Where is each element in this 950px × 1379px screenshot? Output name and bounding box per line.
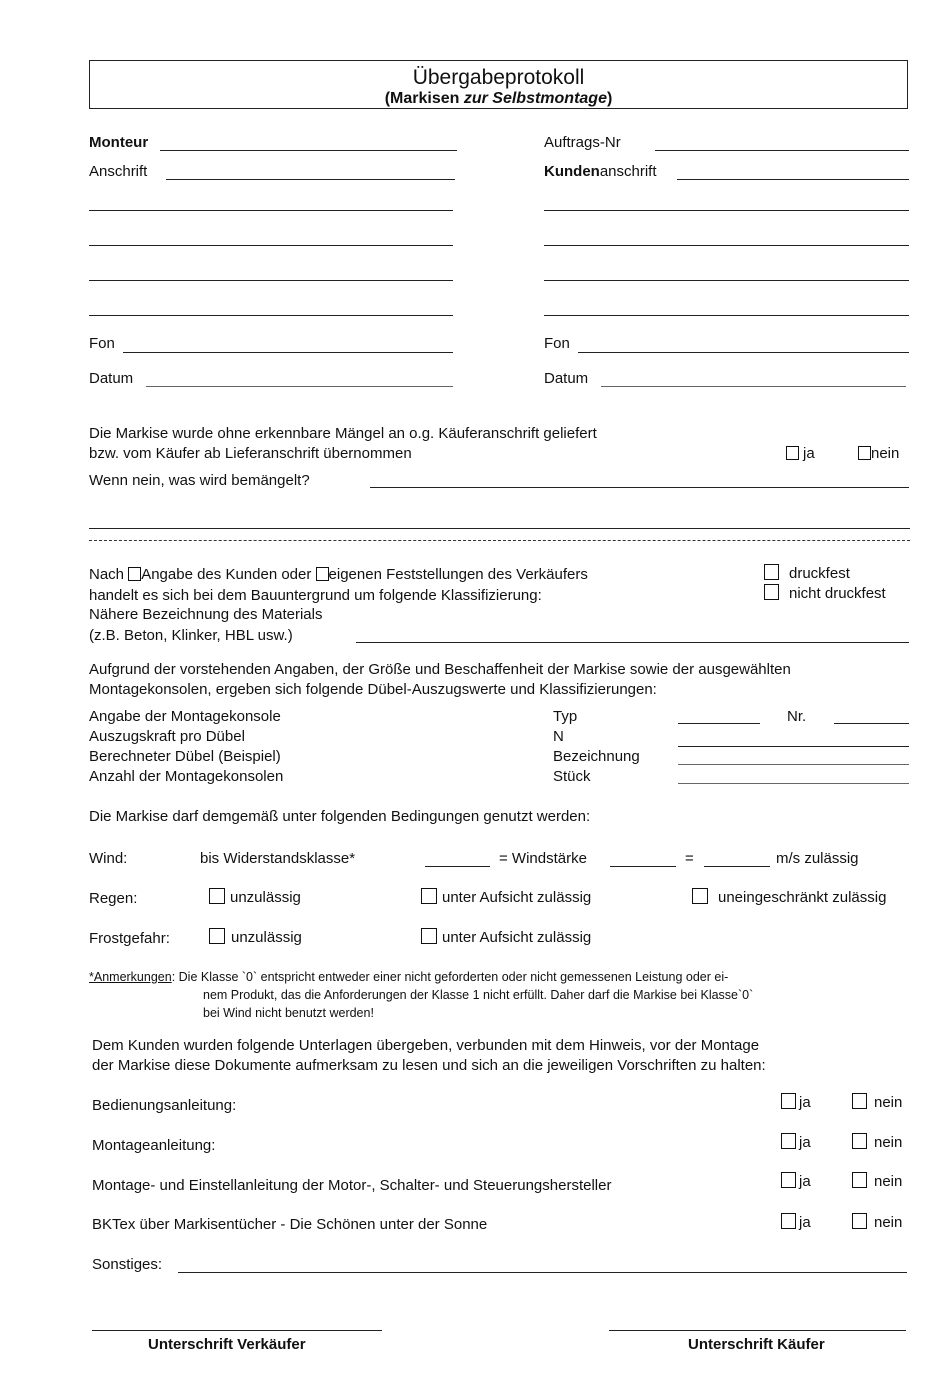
nr-label: Nr. bbox=[787, 708, 807, 725]
doc-3-ja[interactable]: ja bbox=[781, 1213, 811, 1232]
datum-label-left: Datum bbox=[89, 370, 134, 387]
delivery-text-2: bzw. vom Käufer ab Lieferanschrift übernommen bbox=[89, 445, 412, 462]
field-bezeichnung-label: Bezeichnung bbox=[553, 748, 640, 765]
nr-field[interactable] bbox=[834, 723, 909, 724]
defect-question: Wenn nein, was wird bemängelt? bbox=[89, 472, 310, 489]
datum-field-left[interactable] bbox=[146, 386, 453, 387]
doc-1-ja[interactable]: ja bbox=[781, 1133, 811, 1152]
doc-item-0: Bedienungsanleitung: bbox=[92, 1097, 237, 1114]
checkbox-icon[interactable] bbox=[209, 928, 225, 944]
anschrift-line-4[interactable] bbox=[89, 280, 453, 281]
nicht-druckfest-option[interactable]: nicht druckfest bbox=[764, 584, 886, 603]
checkbox-icon[interactable] bbox=[781, 1213, 796, 1229]
kundenanschrift-line-4[interactable] bbox=[544, 280, 909, 281]
datum-field-right[interactable] bbox=[601, 386, 906, 387]
regen-unzulaessig[interactable]: unzulässig bbox=[209, 888, 301, 907]
wind-class-label: bis Widerstandsklasse* bbox=[200, 850, 356, 867]
doc-0-ja[interactable]: ja bbox=[781, 1093, 811, 1112]
kundenanschrift-line-2[interactable] bbox=[544, 210, 909, 211]
fon-label-right: Fon bbox=[544, 335, 570, 352]
anschrift-field[interactable] bbox=[166, 179, 455, 180]
conditions-intro: Die Markise darf demgemäß unter folgenden Bedingungen genutzt werden: bbox=[89, 808, 591, 825]
buyer-signature-label: Unterschrift Käufer bbox=[688, 1336, 825, 1353]
title-box bbox=[89, 60, 908, 109]
note-line-2: nem Produkt, das die Anforderungen der Klasse 1 nicht erfüllt. Daher darf die Markise bei Klasse`0` bbox=[203, 988, 754, 1002]
checkbox-icon[interactable] bbox=[786, 446, 799, 460]
ground-line-2: handelt es sich bei dem Bauuntergrund um folgende Klassifizierung: bbox=[89, 587, 542, 604]
field-typ-label: Typ bbox=[553, 708, 578, 725]
checkbox-icon[interactable] bbox=[316, 567, 329, 581]
ground-line-3: Nähere Bezeichnung des Materials bbox=[89, 606, 323, 623]
note-line-1: *Anmerkungen: Die Klasse `0` entspricht entweder einer nicht geforderten oder nicht gemessenen Leistung oder ei- bbox=[89, 970, 729, 984]
anschrift-label: Anschrift bbox=[89, 163, 148, 180]
stueck-field[interactable] bbox=[678, 783, 909, 784]
datum-label-right: Datum bbox=[544, 370, 589, 387]
doc-3-nein[interactable]: nein bbox=[852, 1213, 902, 1232]
windstaerke-field[interactable] bbox=[610, 866, 676, 867]
checkbox-icon[interactable] bbox=[781, 1133, 796, 1149]
kundenanschrift-label: Kundenanschrift bbox=[544, 163, 657, 180]
dowel-label-2: Berechneter Dübel (Beispiel) bbox=[89, 748, 281, 765]
doc-0-nein[interactable]: nein bbox=[852, 1093, 902, 1112]
n-field[interactable] bbox=[678, 746, 909, 747]
frost-aufsicht[interactable]: unter Aufsicht zulässig bbox=[421, 928, 591, 947]
note-line-3: bei Wind nicht benutzt werden! bbox=[203, 1006, 374, 1020]
seller-signature-label: Unterschrift Verkäufer bbox=[148, 1336, 306, 1353]
doc-item-2: Montage- und Einstellanleitung der Motor-, Schalter- und Steuerungshersteller bbox=[92, 1177, 612, 1194]
checkbox-icon[interactable] bbox=[858, 446, 871, 460]
doc-item-1: Montageanleitung: bbox=[92, 1137, 216, 1154]
monteur-label: Monteur bbox=[89, 134, 149, 151]
dashed-separator bbox=[89, 540, 910, 541]
auftrag-label: Auftrags-Nr bbox=[544, 134, 621, 151]
checkbox-icon[interactable] bbox=[852, 1133, 867, 1149]
kundenanschrift-line-5[interactable] bbox=[544, 315, 909, 316]
druckfest-option[interactable]: druckfest bbox=[764, 564, 850, 583]
sonstiges-label: Sonstiges: bbox=[92, 1256, 163, 1273]
checkbox-icon[interactable] bbox=[209, 888, 225, 904]
kundenanschrift-line-3[interactable] bbox=[544, 245, 909, 246]
dowel-label-3: Anzahl der Montagekonsolen bbox=[89, 768, 284, 785]
typ-field[interactable] bbox=[678, 723, 760, 724]
delivery-ja[interactable]: ja bbox=[786, 445, 815, 463]
regen-uneingeschraenkt[interactable]: uneingeschränkt zulässig bbox=[692, 888, 886, 907]
basis-line-1: Aufgrund der vorstehenden Angaben, der Größe und Beschaffenheit der Markise sowie der ausgewählten bbox=[89, 661, 791, 678]
bezeichnung-field[interactable] bbox=[678, 764, 909, 765]
sonstiges-field[interactable] bbox=[178, 1272, 907, 1273]
checkbox-icon[interactable] bbox=[781, 1093, 796, 1109]
wind-class-field[interactable] bbox=[425, 866, 490, 867]
material-field[interactable] bbox=[356, 642, 909, 643]
fon-field-left[interactable] bbox=[123, 352, 453, 353]
anschrift-line-3[interactable] bbox=[89, 245, 453, 246]
checkbox-icon[interactable] bbox=[764, 584, 779, 600]
auftrag-field[interactable] bbox=[655, 150, 909, 151]
basis-line-2: Montagekonsolen, ergeben sich folgende Dübel-Auszugswerte und Klassifizierungen: bbox=[89, 681, 657, 698]
form-title: Übergabeprotokoll bbox=[412, 66, 585, 89]
checkbox-icon[interactable] bbox=[692, 888, 708, 904]
defect-field-2[interactable] bbox=[89, 528, 910, 529]
kundenanschrift-field[interactable] bbox=[677, 179, 909, 180]
buyer-signature-line[interactable] bbox=[609, 1330, 906, 1331]
checkbox-icon[interactable] bbox=[852, 1093, 867, 1109]
checkbox-icon[interactable] bbox=[764, 564, 779, 580]
defect-field[interactable] bbox=[370, 487, 909, 488]
docs-intro-2: der Markise diese Dokumente aufmerksam zu lesen und sich an die jeweiligen Vorschriften zu halten: bbox=[92, 1057, 766, 1074]
equals-sign: = bbox=[685, 850, 694, 867]
form-subtitle: (Markisen zur Selbstmontage) bbox=[384, 90, 613, 107]
monteur-field[interactable] bbox=[160, 150, 457, 151]
checkbox-icon[interactable] bbox=[421, 888, 437, 904]
doc-2-nein[interactable]: nein bbox=[852, 1172, 902, 1191]
anschrift-line-5[interactable] bbox=[89, 315, 453, 316]
frost-unzulaessig[interactable]: unzulässig bbox=[209, 928, 302, 947]
delivery-nein[interactable]: nein bbox=[858, 445, 899, 463]
checkbox-icon[interactable] bbox=[421, 928, 437, 944]
doc-1-nein[interactable]: nein bbox=[852, 1133, 902, 1152]
fon-label-left: Fon bbox=[89, 335, 115, 352]
wind-label: Wind: bbox=[89, 850, 128, 867]
windstaerke-label: = Windstärke bbox=[499, 850, 587, 867]
field-stueck-label: Stück bbox=[553, 768, 591, 785]
fon-field-right[interactable] bbox=[578, 352, 909, 353]
ground-line-4: (z.B. Beton, Klinker, HBL usw.) bbox=[89, 627, 293, 644]
delivery-text-1: Die Markise wurde ohne erkennbare Mängel an o.g. Käuferanschrift geliefert bbox=[89, 425, 597, 442]
ms-label: m/s zulässig bbox=[776, 850, 859, 867]
checkbox-icon[interactable] bbox=[852, 1213, 867, 1229]
checkbox-icon[interactable] bbox=[852, 1172, 867, 1188]
doc-2-ja[interactable]: ja bbox=[781, 1172, 811, 1191]
ground-line-1: Nach Angabe des Kunden oder eigenen Feststellungen des Verkäufers bbox=[89, 566, 588, 583]
dowel-label-1: Auszugskraft pro Dübel bbox=[89, 728, 245, 745]
seller-signature-line[interactable] bbox=[92, 1330, 382, 1331]
dowel-label-0: Angabe der Montagekonsole bbox=[89, 708, 281, 725]
regen-label: Regen: bbox=[89, 890, 138, 907]
checkbox-icon[interactable] bbox=[781, 1172, 796, 1188]
doc-item-3: BKTex über Markisentücher - Die Schönen unter der Sonne bbox=[92, 1216, 488, 1233]
regen-aufsicht[interactable]: unter Aufsicht zulässig bbox=[421, 888, 591, 907]
frost-label: Frostgefahr: bbox=[89, 930, 170, 947]
checkbox-icon[interactable] bbox=[128, 567, 141, 581]
field-n-label: N bbox=[553, 728, 564, 745]
docs-intro-1: Dem Kunden wurden folgende Unterlagen übergeben, verbunden mit dem Hinweis, vor der Montage bbox=[92, 1037, 760, 1054]
anschrift-line-2[interactable] bbox=[89, 210, 453, 211]
ms-field[interactable] bbox=[704, 866, 770, 867]
